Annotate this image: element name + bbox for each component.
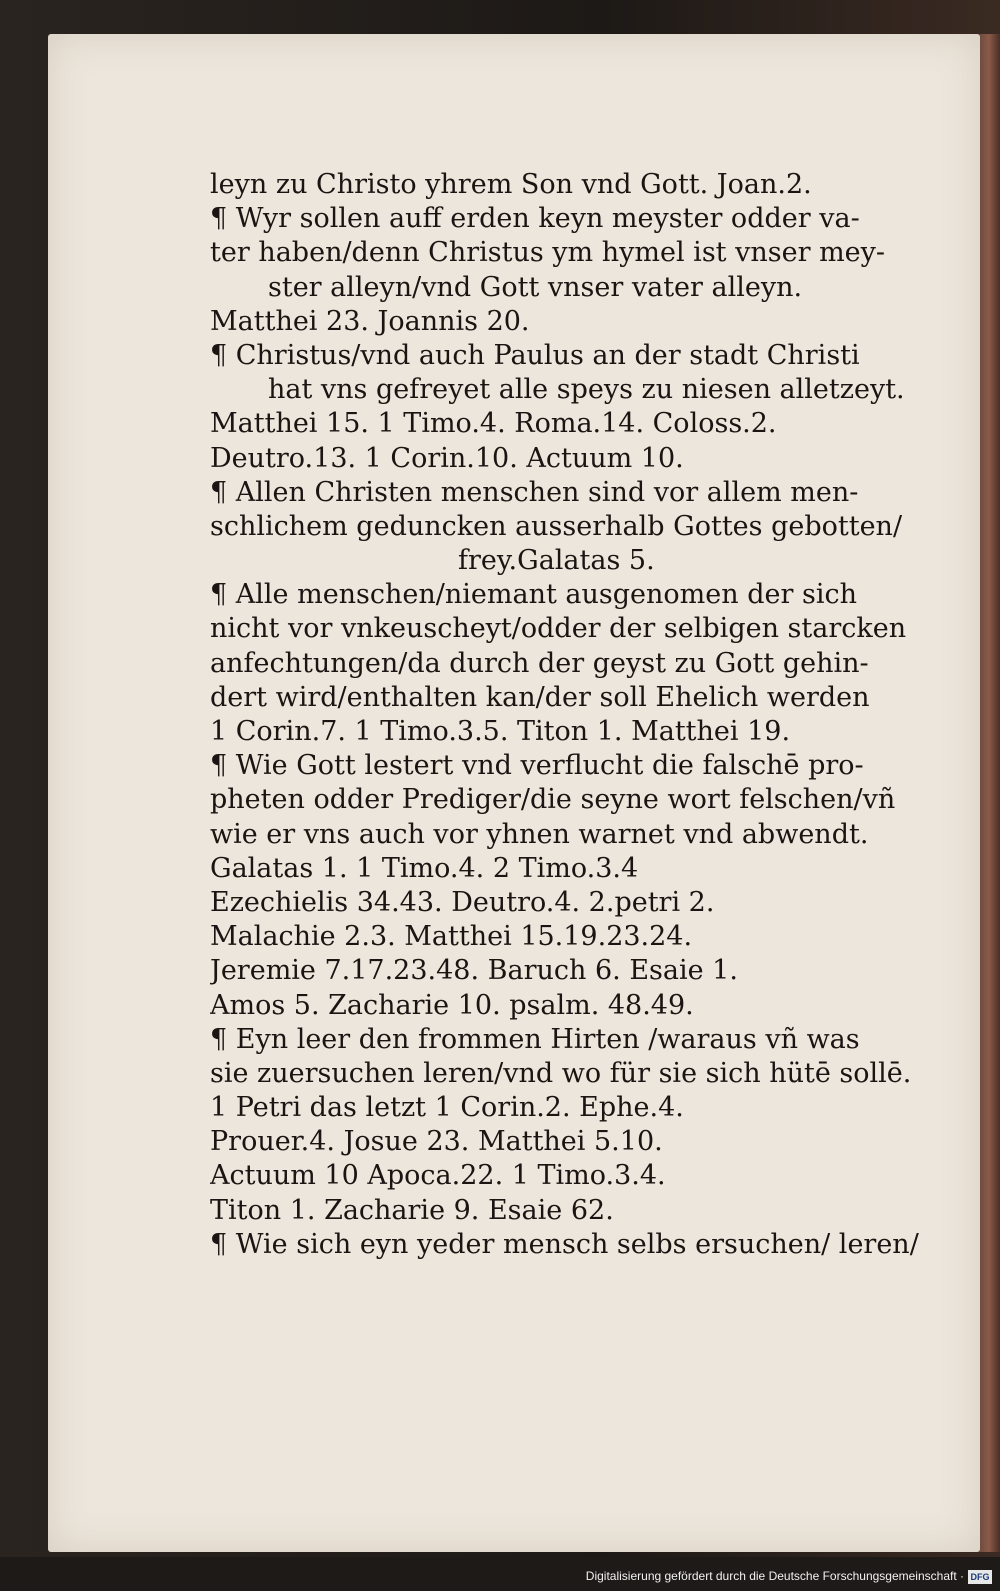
text-line: Amos 5. Zacharie 10. psalm. 48.49. [210, 989, 694, 1021]
text-line: Titon 1. Zacharie 9. Esaie 62. [210, 1194, 614, 1226]
text-line: schlichem geduncken ausserhalb Gottes gebotten/ [210, 510, 903, 542]
text-line: Malachie 2.3. Matthei 15.19.23.24. [210, 921, 693, 953]
text-line: leyn zu Christo yhrem Son vnd Gott. Joan.2. [210, 169, 812, 200]
text-line: frey.Galatas 5. [458, 545, 655, 577]
text-line: Jeremie 7.17.23.48. Baruch 6. Esaie 1. [210, 955, 738, 987]
text-line: ¶ Wyr sollen auff erden keyn meyster odder va- [210, 203, 860, 235]
text-line: pheten odder Prediger/die seyne wort felschen/vñ [210, 784, 896, 816]
dfg-logo-icon: DFG [968, 1570, 992, 1584]
text-line: Matthei 15. 1 Timo.4. Roma.14. Coloss.2. [210, 408, 777, 440]
text-line: hat vns gefreyet alle speys zu niesen alletzeyt. [268, 374, 905, 406]
text-line: ¶ Wie Gott lestert vnd verflucht die falschē pro- [210, 750, 864, 782]
text-line: anfechtungen/da durch der geyst zu Gott gehin- [210, 647, 869, 679]
text-line: ¶ Eyn leer den frommen Hirten /waraus vñ was [210, 1023, 860, 1055]
text-line: ¶ Alle menschen/niemant ausgenomen der sich [210, 579, 857, 611]
footer-bar [0, 1557, 1000, 1591]
text-line: Galatas 1. 1 Timo.4. 2 Timo.3.4 [210, 852, 639, 884]
text-line: wie er vns auch vor yhnen warnet vnd abwendt. [210, 818, 869, 850]
text-line: Matthei 23. Joannis 20. [210, 305, 530, 337]
text-line: 1 Corin.7. 1 Timo.3.5. Titon 1. Matthei 19. [210, 716, 791, 747]
funding-credit: Digitalisierung gefördert durch die Deutsche Forschungsgemeinschaft · [585, 1569, 964, 1583]
text-line: Ezechielis 34.43. Deutro.4. 2.petri 2. [210, 886, 715, 918]
text-line: ¶ Christus/vnd auch Paulus an der stadt Christi [210, 339, 860, 371]
text-line: ¶ Wie sich eyn yeder mensch selbs ersuchen/ leren/ [210, 1228, 919, 1260]
text-line: Deutro.13. 1 Corin.10. Actuum 10. [210, 442, 684, 474]
text-line: nicht vor vnkeuscheyt/odder der selbigen starcken [210, 613, 907, 645]
text-line: dert wird/enthalten kan/der soll Ehelich werden [210, 681, 870, 713]
book-edge [978, 34, 1000, 1552]
text-line: sie zuersuchen leren/vnd wo für sie sich hütē sollē. [210, 1057, 912, 1089]
text-line: Actuum 10 Apoca.22. 1 Timo.3.4. [210, 1160, 666, 1192]
page-text [210, 168, 930, 1262]
text-line: ¶ Allen Christen menschen sind vor allem men- [210, 476, 859, 508]
text-line: ster alleyn/vnd Gott vnser vater alleyn. [268, 271, 803, 303]
text-line: ter haben/denn Christus ym hymel ist vnser mey- [210, 237, 886, 269]
text-line: Prouer.4. Josue 23. Matthei 5.10. [210, 1126, 663, 1158]
text-line: 1 Petri das letzt 1 Corin.2. Ephe.4. [210, 1092, 684, 1124]
